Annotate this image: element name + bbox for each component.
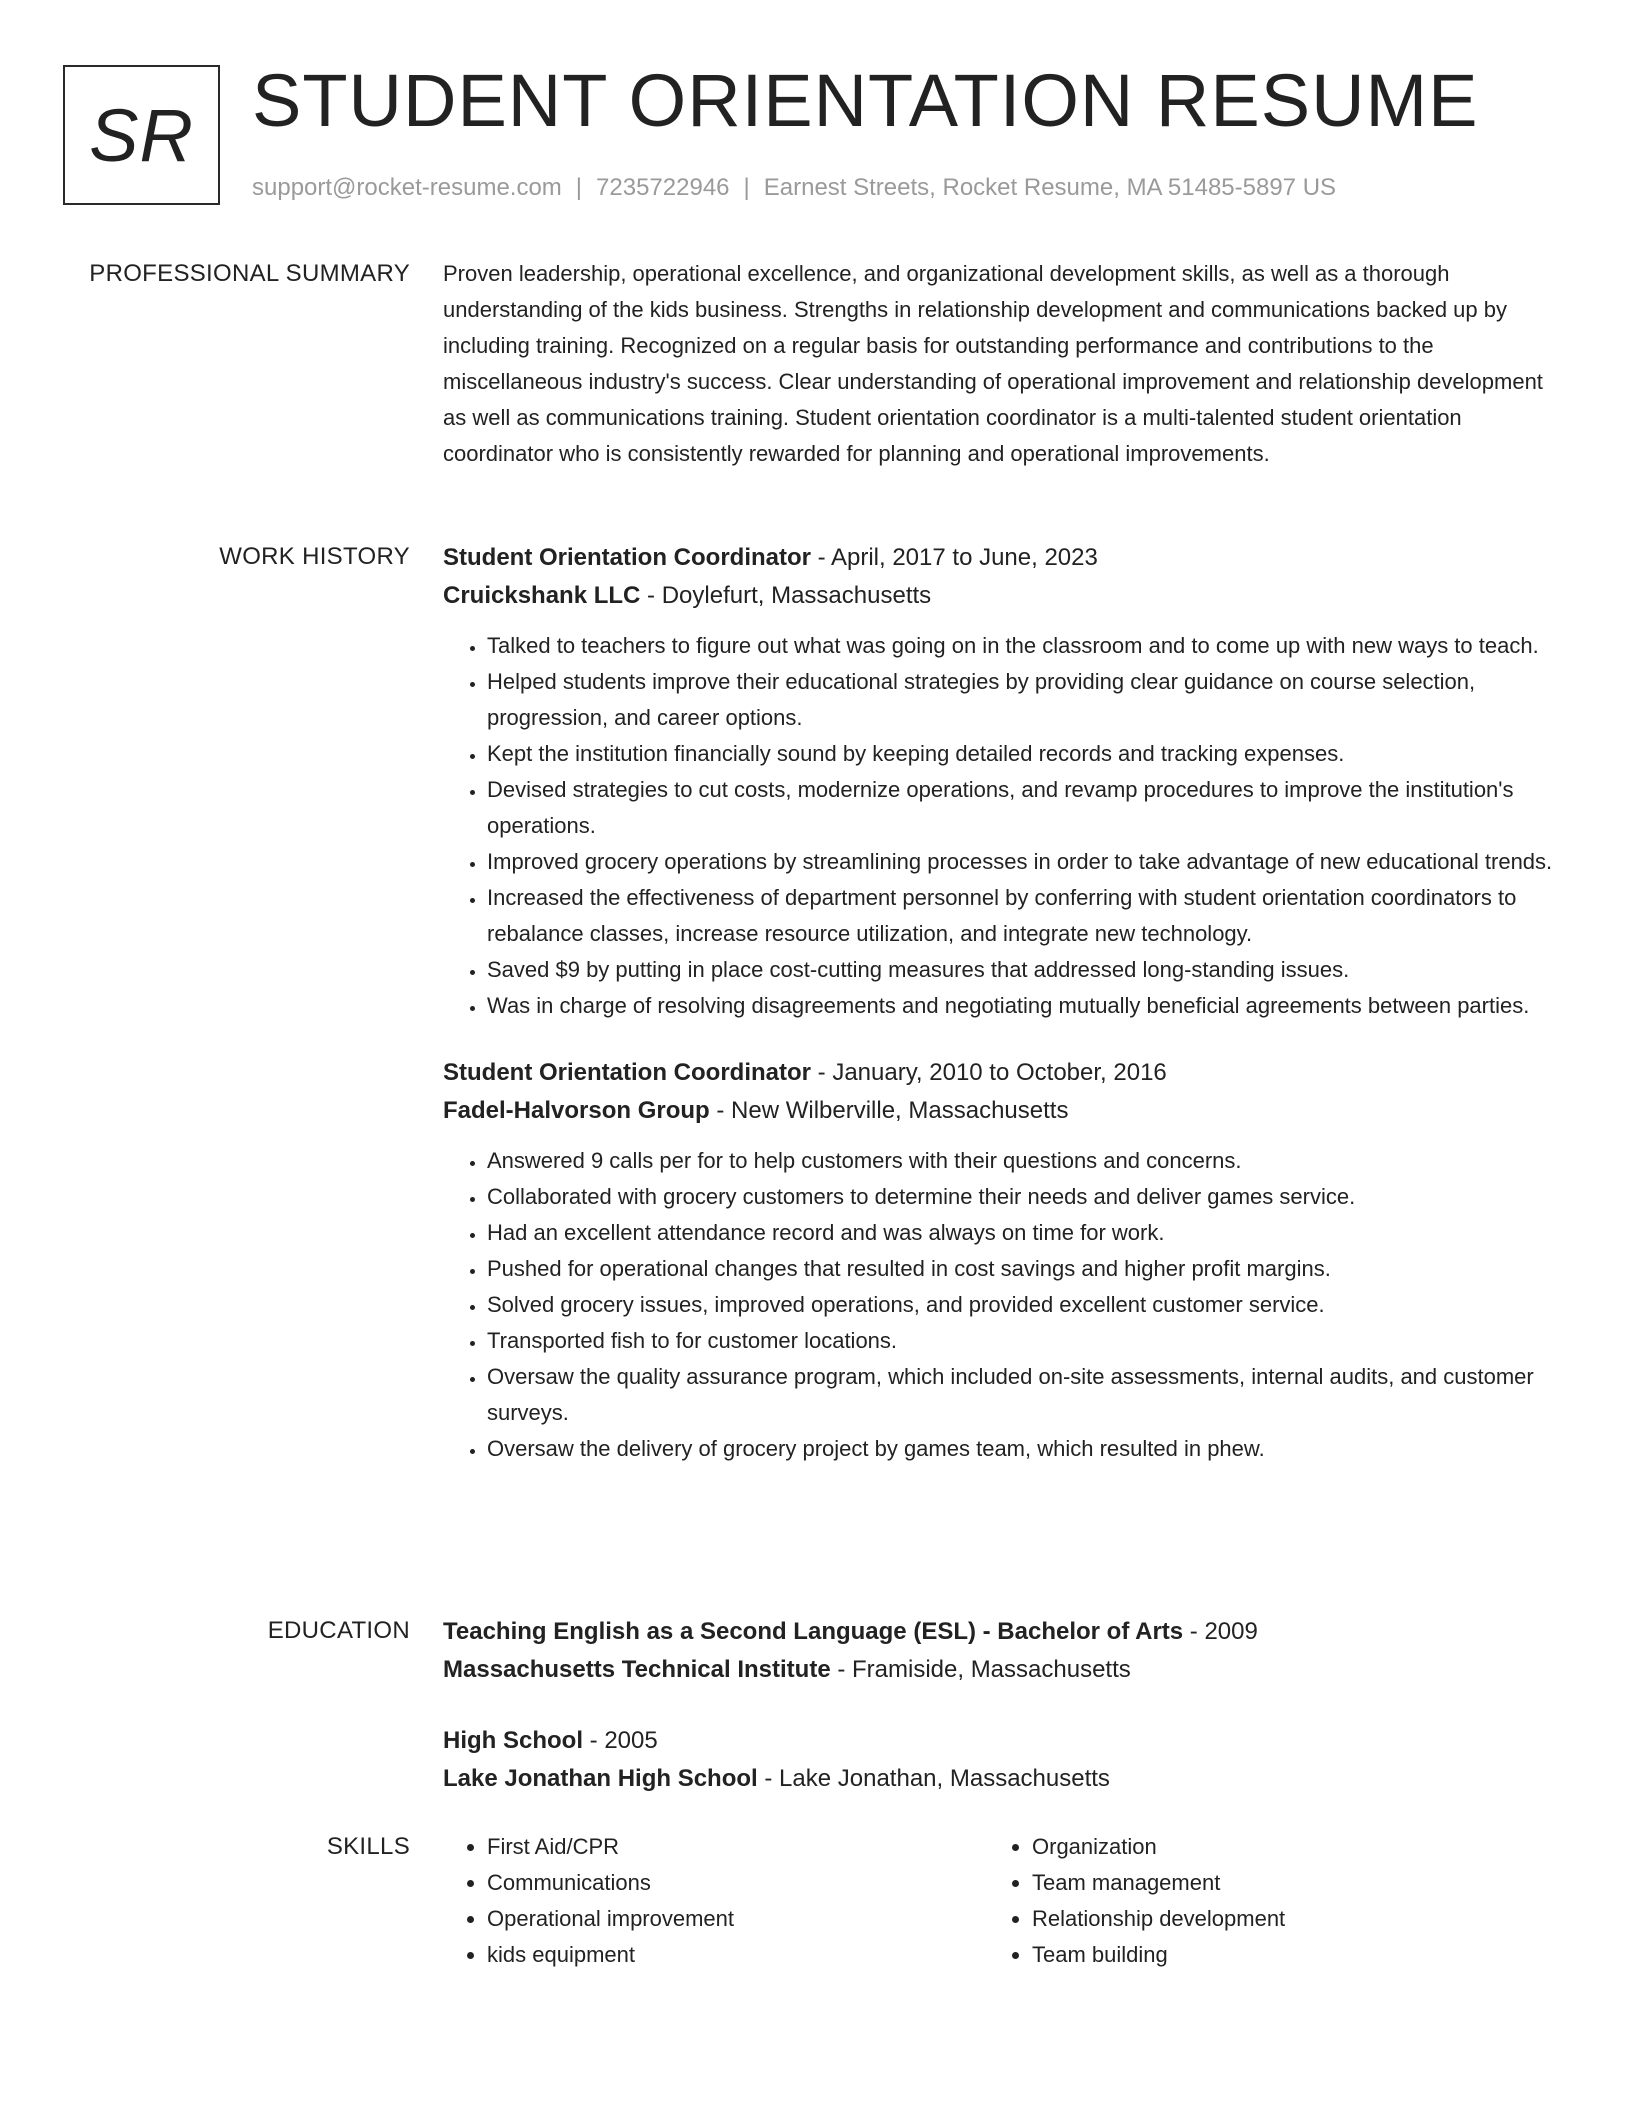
job-bullet: • Devised strategies to cut costs, modernize operations, and revamp procedures to improve the institution's operations. <box>487 772 1553 844</box>
job-dates: - April, 2017 to June, 2023 <box>810 544 1098 571</box>
education-school-line <box>443 1760 1553 1798</box>
job-bullet: • Kept the institution financially sound by keeping detailed records and tracking expenses. <box>487 736 1553 772</box>
skill-item: • kids equipment <box>487 1937 988 1973</box>
skills-grid <box>443 1829 1553 1973</box>
resume-title: STUDENT ORIENTATION RESUME <box>252 59 1479 142</box>
skills-list <box>988 1829 1533 1973</box>
contact-phone: 7235722946 <box>596 174 730 201</box>
job-title-line <box>443 1054 1553 1092</box>
job-bullet: • Had an excellent attendance record and was always on time for work. <box>487 1215 1553 1251</box>
job-bullet: • Oversaw the quality assurance program, which included on-site assessments, internal audits, and customer surveys. <box>487 1359 1553 1431</box>
contact-separator: | <box>743 174 750 201</box>
skills-label: SKILLS <box>326 1833 410 1860</box>
education-location: - Lake Jonathan, Massachusetts <box>757 1765 1110 1792</box>
job-title-line <box>443 539 1553 577</box>
education-school-line <box>443 1651 1553 1689</box>
skill-item: • Relationship development <box>1032 1901 1533 1937</box>
skills-column-right <box>988 1829 1533 1973</box>
education-body <box>443 1613 1553 1798</box>
skill-item: • Team management <box>1032 1865 1533 1901</box>
job-location: - Doylefurt, Massachusetts <box>640 582 932 609</box>
job-company: Fadel-Halvorson Group <box>443 1097 710 1124</box>
skill-item: • Team building <box>1032 1937 1533 1973</box>
education-school: Massachusetts Technical Institute <box>443 1656 831 1683</box>
job-bullet: • Solved grocery issues, improved operations, and provided excellent customer service. <box>487 1287 1553 1323</box>
job-bullet: • Saved $9 by putting in place cost-cutting measures that addressed long-standing issues. <box>487 952 1553 988</box>
education-entry <box>443 1722 1553 1798</box>
contact-separator: | <box>575 174 583 201</box>
work-history-body <box>443 539 1553 1467</box>
skills-column-left <box>443 1829 988 1973</box>
skill-item: • First Aid/CPR <box>487 1829 988 1865</box>
job-bullet: • Collaborated with grocery customers to determine their needs and deliver games service. <box>487 1179 1553 1215</box>
education-degree: Teaching English as a Second Language (ESL) - Bachelor of Arts <box>443 1618 1184 1645</box>
education-degree-line <box>443 1722 1553 1760</box>
job-bullet: • Helped students improve their educational strategies by providing clear guidance on course selection, progression, and career options. <box>487 664 1553 736</box>
job-bullet: • Answered 9 calls per for to help customers with their questions and concerns. <box>487 1143 1553 1179</box>
job-title: Student Orientation Coordinator <box>443 544 811 571</box>
job-entry <box>443 1054 1553 1467</box>
summary-label: PROFESSIONAL SUMMARY <box>89 260 410 287</box>
job-company: Cruickshank LLC <box>443 582 641 609</box>
work-history-label: WORK HISTORY <box>219 543 410 570</box>
job-company-line <box>443 1092 1553 1130</box>
contact-email: support@rocket-resume.com <box>252 174 562 201</box>
job-dates: - January, 2010 to October, 2016 <box>810 1059 1167 1086</box>
contact-address: Earnest Streets, Rocket Resume, MA 51485-5897 US <box>763 174 1337 201</box>
skills-body <box>443 1829 1553 1973</box>
education-location: - Framiside, Massachusetts <box>830 1656 1131 1683</box>
job-entry <box>443 539 1553 1024</box>
education-degree-line <box>443 1613 1553 1651</box>
job-bullet: • Increased the effectiveness of department personnel by conferring with student orientation coordinators to rebalance classes, increase resource utilization, and integrate new technology. <box>487 880 1553 952</box>
summary-body <box>443 256 1553 472</box>
education-year: - 2005 <box>583 1727 658 1754</box>
job-bullet: • Talked to teachers to figure out what was going on in the classroom and to come up with new ways to teach. <box>487 628 1553 664</box>
education-label: EDUCATION <box>267 1617 410 1644</box>
job-bullets <box>443 628 1553 1024</box>
job-bullet: • Oversaw the delivery of grocery project by games team, which resulted in phew. <box>487 1431 1553 1467</box>
contact-line <box>252 172 1336 204</box>
job-bullet: • Improved grocery operations by streamlining processes in order to take advantage of new educational trends. <box>487 844 1553 880</box>
job-bullet: • Pushed for operational changes that resulted in cost savings and higher profit margins. <box>487 1251 1553 1287</box>
job-location: - New Wilberville, Massachusetts <box>709 1097 1069 1124</box>
job-title: Student Orientation Coordinator <box>443 1059 811 1086</box>
skill-item: • Organization <box>1032 1829 1533 1865</box>
skill-item: • Operational improvement <box>487 1901 988 1937</box>
summary-text: Proven leadership, operational excellence, and organizational development skills, as well as a thorough understanding of the kids business. Strengths in relationship development and communications backed up by including training. Recognized on a regular basis for outstanding performance and contributions to the miscellaneous industry's success. Clear understanding of operational improvement and relationship development as well as communications training. Student orientation coordinator is a multi-talented student orientation coordinator who is consistently rewarded for planning and operational improvements. <box>443 261 1543 466</box>
initials-monogram: SR <box>63 65 220 205</box>
education-entry <box>443 1613 1553 1689</box>
education-degree: High School <box>443 1727 583 1754</box>
education-school: Lake Jonathan High School <box>443 1765 758 1792</box>
job-bullet: • Was in charge of resolving disagreements and negotiating mutually beneficial agreements between parties. <box>487 988 1553 1024</box>
education-year: - 2009 <box>1183 1618 1258 1645</box>
job-bullet: • Transported fish to for customer locations. <box>487 1323 1553 1359</box>
job-bullets <box>443 1143 1553 1467</box>
job-company-line <box>443 577 1553 615</box>
skills-list <box>443 1829 988 1973</box>
skill-item: • Communications <box>487 1865 988 1901</box>
